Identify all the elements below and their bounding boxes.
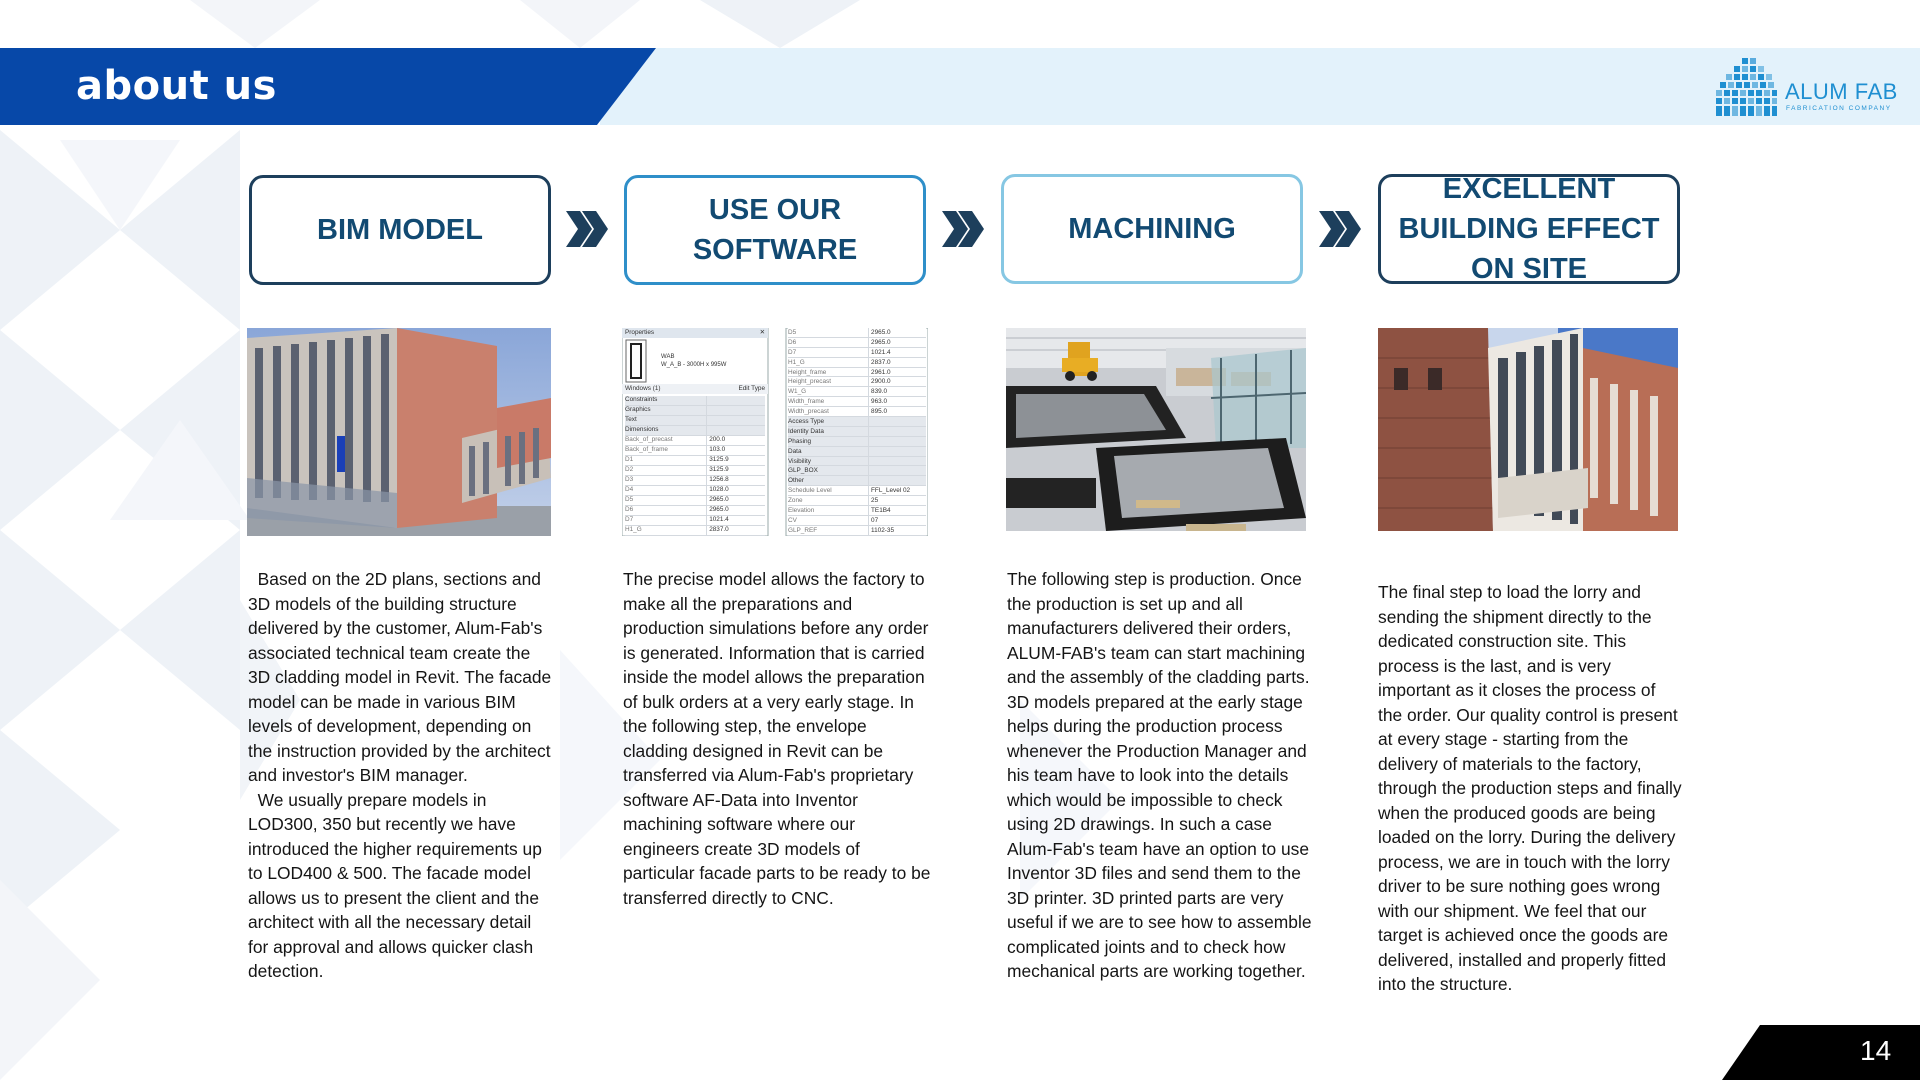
property-value xyxy=(868,476,926,485)
property-value xyxy=(868,417,926,426)
instance-selector[interactable]: Windows (1) xyxy=(625,385,661,392)
property-name: D7 xyxy=(788,348,797,356)
property-value xyxy=(868,466,926,475)
property-value: 25 xyxy=(868,496,926,505)
property-row xyxy=(788,457,926,467)
page-number: 14 xyxy=(1860,1035,1892,1066)
property-value: 2900.0 xyxy=(868,377,926,386)
step-bim-model xyxy=(249,175,551,285)
logo-subtitle: FABRICATION COMPANY xyxy=(1786,105,1892,112)
property-value xyxy=(868,447,926,456)
machining-workshop-photo xyxy=(1006,328,1306,531)
property-row xyxy=(788,506,926,516)
property-value: 1028.0 xyxy=(706,486,765,495)
property-row xyxy=(625,466,765,476)
property-value xyxy=(868,427,926,436)
step-title: MACHINING xyxy=(1068,213,1236,245)
description-bim-model xyxy=(248,567,554,984)
property-row xyxy=(625,526,765,536)
property-value: 2965.0 xyxy=(868,328,926,337)
property-value xyxy=(868,437,926,446)
property-name: Identity Data xyxy=(788,427,824,435)
step-title: USE OUR SOFTWARE xyxy=(692,194,858,266)
property-name: W1_G xyxy=(788,388,807,396)
description-paragraph: The precise model allows the factory to make all the preparations and production simulations before any order is generated. Information that is carried inside the model allows the preparation of bulk orders at a very early stage. In the following step, the envelope cladding designed in Revit can be transferred via Alum-Fab's proprietary software AF-Data into Inventor machining software where our engineers create 3D models of particular facade parts to be ready to be transferred directly to CNC. xyxy=(623,569,931,908)
property-value: 2965.0 xyxy=(868,338,926,347)
logo-name: ALUM FAB xyxy=(1785,79,1898,104)
properties-title: Properties xyxy=(625,329,655,336)
property-row xyxy=(625,406,765,416)
page-title: about us xyxy=(76,63,277,109)
property-row xyxy=(625,396,765,406)
property-name: D5 xyxy=(788,329,797,336)
property-name: Width_precast xyxy=(788,408,829,416)
property-value: 839.0 xyxy=(868,387,926,396)
property-value: 103.0 xyxy=(706,446,765,455)
properties-rows-left xyxy=(625,396,765,536)
step-excellent-building xyxy=(1378,174,1680,284)
property-row xyxy=(625,436,765,446)
building-on-site-photo xyxy=(1378,328,1678,531)
property-value: 1021.4 xyxy=(868,348,926,357)
property-value: 2961.0 xyxy=(868,368,926,377)
property-name: D6 xyxy=(625,506,634,513)
property-name: D4 xyxy=(625,486,634,493)
property-name: Text xyxy=(625,416,637,423)
property-row xyxy=(788,447,926,457)
building-logo-icon xyxy=(1712,56,1778,120)
property-name: Back_of_frame xyxy=(625,446,668,453)
property-name: Width_frame xyxy=(788,398,825,406)
property-name: Schedule Level xyxy=(788,487,832,495)
property-row xyxy=(788,358,926,368)
property-value: 3125.9 xyxy=(706,466,765,475)
property-row xyxy=(788,466,926,476)
description-paragraph: The final step to load the lorry and sending the shipment directly to the dedicated construction site. This process is the last, and is very important as it closes the process of the order. Our quality control is present at every stage - starting from the delivery of materials to the factory, through the production steps and finally when the produced goods are being loaded on the lorry. During the delivery process, we are in touch with the lorry driver to be sure nothing goes wrong with our shipment. We feel that our target is achieved once the goods are delivered, installed and properly fitted into the structure. xyxy=(1378,582,1682,994)
double-chevron-right-icon xyxy=(564,209,610,249)
revit-properties-screenshot xyxy=(622,328,928,536)
property-row xyxy=(625,516,765,526)
property-row xyxy=(788,516,926,526)
property-name: Visibility xyxy=(788,457,811,465)
double-chevron-right-icon xyxy=(1317,209,1363,249)
description-paragraph: We usually prepare models in LOD300, 350 but recently we have introduced the higher requirements up to LOD400 & 500. The facade model allows us to present the client and the architect with all the necessary detail for approval and allows quicker clash detection. xyxy=(248,789,542,981)
description-site xyxy=(1378,580,1682,997)
description-software xyxy=(623,567,933,910)
property-row xyxy=(788,437,926,447)
close-icon: ✕ xyxy=(759,329,765,336)
property-row xyxy=(625,456,765,466)
property-value xyxy=(706,416,765,425)
property-row xyxy=(625,446,765,456)
property-row xyxy=(625,416,765,426)
property-name: Dimensions xyxy=(625,426,659,433)
property-row xyxy=(625,426,765,436)
property-value xyxy=(706,406,765,415)
double-chevron-right-icon xyxy=(940,209,986,249)
property-name: H1_G xyxy=(625,526,642,533)
property-name: Access Type xyxy=(788,418,825,426)
property-value: 2837.0 xyxy=(706,526,765,535)
property-row xyxy=(788,377,926,387)
type-name: W_A_B - 3000H x 995W xyxy=(661,362,727,368)
property-name: Data xyxy=(788,447,802,455)
property-value: 200.0 xyxy=(706,436,765,445)
property-name: D7 xyxy=(625,516,634,523)
step-machining xyxy=(1001,174,1303,284)
property-row xyxy=(788,368,926,378)
property-name: D1 xyxy=(625,456,634,463)
property-value xyxy=(706,426,765,435)
property-name: Height_precast xyxy=(788,378,831,386)
property-value: 3125.9 xyxy=(706,456,765,465)
property-name: Other xyxy=(788,477,804,485)
property-name: D5 xyxy=(625,496,634,503)
property-name: Back_of_precast xyxy=(625,436,673,443)
property-row xyxy=(625,476,765,486)
property-value: 1102-35 xyxy=(868,526,926,535)
property-row xyxy=(625,506,765,516)
edit-type-button[interactable]: Edit Type xyxy=(738,385,765,392)
property-value: 2965.0 xyxy=(706,496,765,505)
properties-rows-right xyxy=(788,328,926,536)
description-paragraph: The following step is production. Once the production is set up and all manufacturers delivered their orders, ALUM-FAB's team can start machining and the assembly of the cladding parts. 3D models prepared at the early stage helps during the production process whenever the Production Manager and his team have to look into the details which would be impossible to check using 2D drawings. In such a case Alum-Fab's team have an option to use Inventor 3D files and send them to the 3D printer. 3D printed parts are very useful if we are to see how to assemble complicated joints and to check how mechanical parts are working together. xyxy=(1007,569,1312,981)
property-row xyxy=(788,476,926,486)
property-row xyxy=(788,338,926,348)
property-value: 07 xyxy=(868,516,926,525)
property-value: 1021.4 xyxy=(706,516,765,525)
property-value: 895.0 xyxy=(868,407,926,416)
property-name: Elevation xyxy=(788,507,815,515)
property-name: GLP_REF xyxy=(788,526,818,534)
family-name: WAB xyxy=(661,354,675,360)
property-row xyxy=(788,486,926,496)
step-use-our-software xyxy=(624,175,926,285)
property-value xyxy=(868,457,926,466)
property-row xyxy=(788,407,926,417)
property-name: D2 xyxy=(625,466,634,473)
property-value xyxy=(706,396,765,405)
property-value: FFL_Level 02 xyxy=(868,486,926,495)
property-name: Constraints xyxy=(625,396,658,403)
property-row xyxy=(788,348,926,358)
property-row xyxy=(788,387,926,397)
description-paragraph: Based on the 2D plans, sections and 3D models of the building structure delivered by the customer, Alum-Fab's associated technical team create the 3D cladding model in Revit. The facade model can be made in various BIM levels of development, depending on the instruction provided by the architect and investor's BIM manager. xyxy=(248,569,552,785)
property-row xyxy=(788,526,926,536)
property-name: Zone xyxy=(788,497,803,505)
property-row xyxy=(788,417,926,427)
company-logo xyxy=(1712,56,1896,120)
property-row xyxy=(625,486,765,496)
property-name: D6 xyxy=(788,338,797,346)
bim-model-render-image xyxy=(247,328,551,536)
property-value: 963.0 xyxy=(868,397,926,406)
property-value: TE1B4 xyxy=(868,506,926,515)
step-title: BIM MODEL xyxy=(317,214,483,246)
property-name: H1_G xyxy=(788,358,805,366)
step-title: EXCELLENT BUILDING EFFECT ON SITE xyxy=(1398,173,1660,285)
property-value: 2837.0 xyxy=(868,358,926,367)
property-value: 1256.8 xyxy=(706,476,765,485)
property-value: 2965.0 xyxy=(706,506,765,515)
property-row xyxy=(788,328,926,338)
property-name: D3 xyxy=(625,476,634,483)
property-name: Phasing xyxy=(788,437,812,445)
property-row xyxy=(788,397,926,407)
property-name: Height_frame xyxy=(788,368,827,376)
property-row xyxy=(788,427,926,437)
description-machining xyxy=(1007,567,1317,984)
property-name: CV xyxy=(788,516,797,524)
property-row xyxy=(788,496,926,506)
property-name: Graphics xyxy=(625,406,651,413)
property-name: GLP_BOX xyxy=(788,467,818,475)
property-row xyxy=(625,496,765,506)
